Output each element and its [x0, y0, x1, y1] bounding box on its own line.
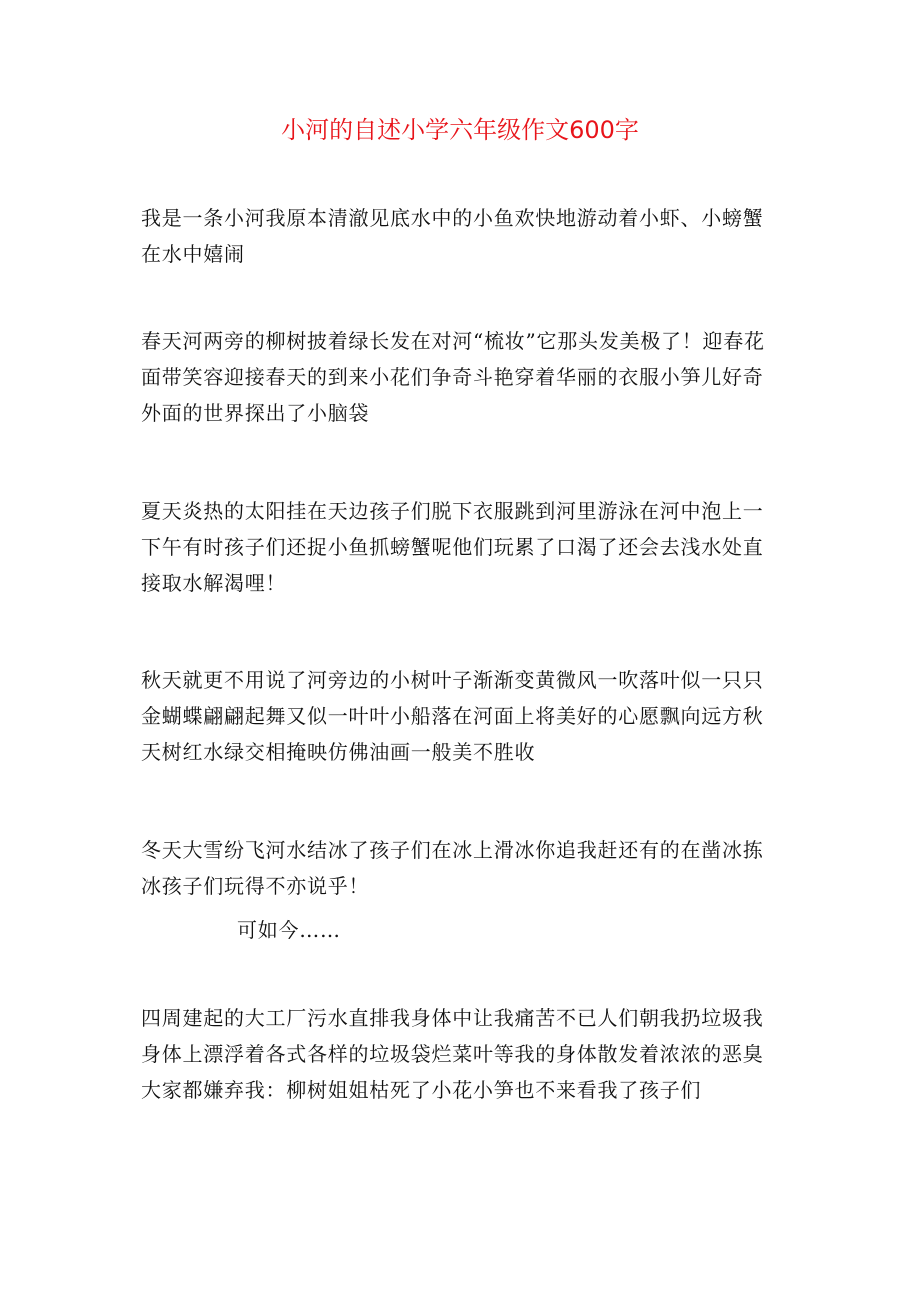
paragraph-winter: 冬天大雪纷飞河水结冰了孩子们在冰上滑冰你追我赶还有的在凿冰拣冰孩子们玩得不亦说乎！ [141, 838, 764, 898]
document-title: 小河的自述小学六年级作文600字 [281, 116, 639, 144]
paragraph-transition: 可如今…… [237, 918, 341, 942]
paragraph-summer: 夏天炎热的太阳挂在天边孩子们脱下衣服跳到河里游泳在河中泡上一下午有时孩子们还捉小鱼抓螃蟹呢他们玩累了口渴了还会去浅水处直接取水解渴哩！ [141, 499, 764, 595]
paragraph-pollution: 四周建起的大工厂污水直排我身体中让我痛苦不已人们朝我扔垃圾我身体上漂浮着各式各样的垃圾袋烂菜叶等我的身体散发着浓浓的恶臭大家都嫌弃我：柳树姐姐枯死了小花小笋也不来看我了孩子们 [141, 1006, 764, 1102]
paragraph-spring: 春天河两旁的柳树披着绿长发在对河“梳妆”它那头发美极了！迎春花面带笑容迎接春天的到来小花们争奇斗艳穿着华丽的衣服小笋儿好奇外面的世界探出了小脑袋 [141, 329, 765, 425]
paragraph-autumn: 秋天就更不用说了河旁边的小树叶子渐渐变黄微风一吹落叶似一只只金蝴蝶翩翩起舞又似一叶叶小船落在河面上将美好的心愿飘向远方秋天树红水绿交相掩映仿佛油画一般美不胜收 [141, 668, 764, 764]
paragraph-intro: 我是一条小河我原本清澈见底水中的小鱼欢快地游动着小虾、小螃蟹在水中嬉闹 [141, 206, 764, 266]
